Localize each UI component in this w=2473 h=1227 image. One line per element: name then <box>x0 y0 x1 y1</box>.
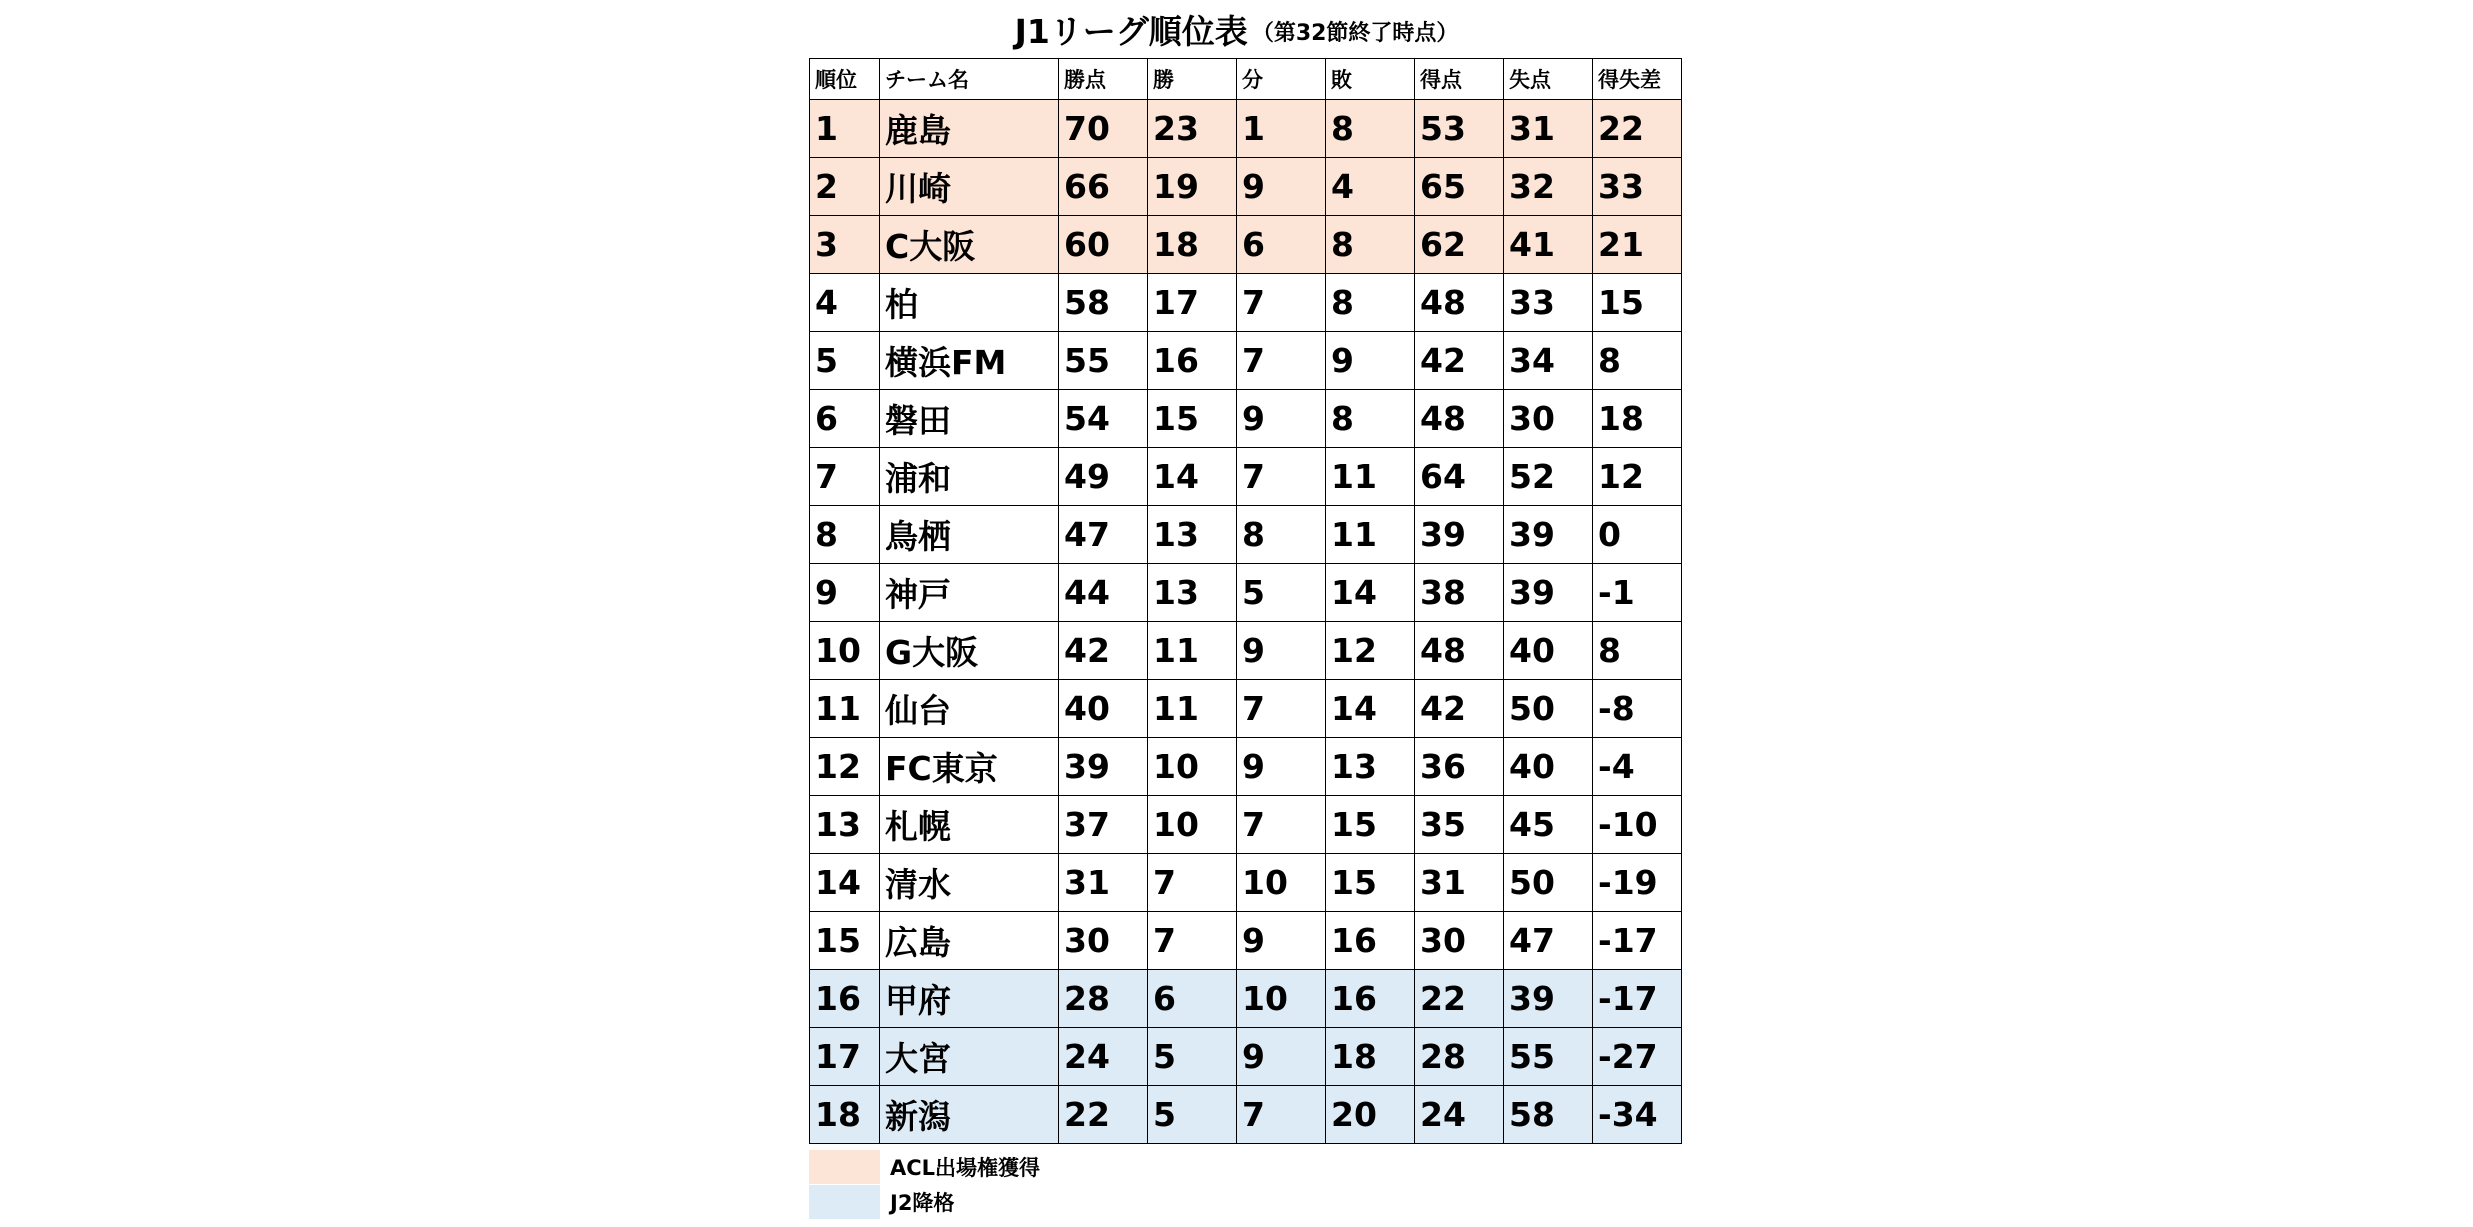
header-row <box>810 59 1682 100</box>
standings-table <box>809 58 1682 1144</box>
goal-diff-cell: -19 <box>1593 854 1682 912</box>
team-cell: 新潟 <box>880 1086 1059 1144</box>
wins-cell: 5 <box>1148 1028 1237 1086</box>
rank-cell: 11 <box>810 680 880 738</box>
goals-for-cell: 39 <box>1415 506 1504 564</box>
losses-cell: 8 <box>1326 390 1415 448</box>
rank-cell: 5 <box>810 332 880 390</box>
goals-against-cell: 33 <box>1504 274 1593 332</box>
table-row <box>810 564 1682 622</box>
wins-cell: 18 <box>1148 216 1237 274</box>
rank-cell: 7 <box>810 448 880 506</box>
goals-for-cell: 64 <box>1415 448 1504 506</box>
wins-cell: 7 <box>1148 912 1237 970</box>
goal-diff-cell: -10 <box>1593 796 1682 854</box>
rank-cell: 4 <box>810 274 880 332</box>
goals-for-cell: 36 <box>1415 738 1504 796</box>
rank-cell: 8 <box>810 506 880 564</box>
points-cell: 55 <box>1059 332 1148 390</box>
header-losses: 敗 <box>1326 59 1415 100</box>
rank-cell: 13 <box>810 796 880 854</box>
goals-for-cell: 42 <box>1415 332 1504 390</box>
team-cell: 横浜FM <box>880 332 1059 390</box>
goal-diff-cell: 22 <box>1593 100 1682 158</box>
header-points: 勝点 <box>1059 59 1148 100</box>
team-cell: 柏 <box>880 274 1059 332</box>
rank-cell: 16 <box>810 970 880 1028</box>
table-row <box>810 216 1682 274</box>
wins-cell: 14 <box>1148 448 1237 506</box>
page-subtitle: （第32節終了時点） <box>1251 21 1459 46</box>
team-cell: 甲府 <box>880 970 1059 1028</box>
goals-for-cell: 28 <box>1415 1028 1504 1086</box>
draws-cell: 7 <box>1237 680 1326 738</box>
wins-cell: 7 <box>1148 854 1237 912</box>
goal-diff-cell: 21 <box>1593 216 1682 274</box>
wins-cell: 13 <box>1148 564 1237 622</box>
goal-diff-cell: 18 <box>1593 390 1682 448</box>
header-goals-against: 失点 <box>1504 59 1593 100</box>
draws-cell: 1 <box>1237 100 1326 158</box>
legend-label: J2降格 <box>890 1191 955 1215</box>
header-goals-for: 得点 <box>1415 59 1504 100</box>
wins-cell: 17 <box>1148 274 1237 332</box>
losses-cell: 8 <box>1326 274 1415 332</box>
goals-against-cell: 32 <box>1504 158 1593 216</box>
draws-cell: 10 <box>1237 970 1326 1028</box>
table-row <box>810 274 1682 332</box>
wins-cell: 5 <box>1148 1086 1237 1144</box>
header-draws: 分 <box>1237 59 1326 100</box>
goals-against-cell: 39 <box>1504 506 1593 564</box>
goal-diff-cell: 8 <box>1593 332 1682 390</box>
points-cell: 28 <box>1059 970 1148 1028</box>
points-cell: 60 <box>1059 216 1148 274</box>
table-body <box>810 100 1682 1144</box>
goal-diff-cell: 0 <box>1593 506 1682 564</box>
goal-diff-cell: -8 <box>1593 680 1682 738</box>
team-cell: 磐田 <box>880 390 1059 448</box>
legend-label: ACL出場権獲得 <box>890 1156 1041 1180</box>
table-row <box>810 738 1682 796</box>
rank-cell: 17 <box>810 1028 880 1086</box>
legend-swatch <box>809 1185 880 1219</box>
header-team: チーム名 <box>880 59 1059 100</box>
losses-cell: 14 <box>1326 564 1415 622</box>
losses-cell: 11 <box>1326 448 1415 506</box>
legend-swatch <box>809 1150 880 1184</box>
table-row <box>810 100 1682 158</box>
header-wins: 勝 <box>1148 59 1237 100</box>
table-row <box>810 332 1682 390</box>
goals-for-cell: 42 <box>1415 680 1504 738</box>
goal-diff-cell: -34 <box>1593 1086 1682 1144</box>
losses-cell: 15 <box>1326 854 1415 912</box>
wins-cell: 11 <box>1148 680 1237 738</box>
rank-cell: 3 <box>810 216 880 274</box>
title-area <box>0 10 2473 54</box>
goals-against-cell: 58 <box>1504 1086 1593 1144</box>
goals-for-cell: 31 <box>1415 854 1504 912</box>
goals-against-cell: 39 <box>1504 970 1593 1028</box>
draws-cell: 7 <box>1237 796 1326 854</box>
goals-against-cell: 45 <box>1504 796 1593 854</box>
points-cell: 70 <box>1059 100 1148 158</box>
goals-for-cell: 65 <box>1415 158 1504 216</box>
draws-cell: 9 <box>1237 390 1326 448</box>
team-cell: 広島 <box>880 912 1059 970</box>
goal-diff-cell: -1 <box>1593 564 1682 622</box>
goals-against-cell: 40 <box>1504 738 1593 796</box>
rank-cell: 2 <box>810 158 880 216</box>
draws-cell: 9 <box>1237 158 1326 216</box>
points-cell: 44 <box>1059 564 1148 622</box>
points-cell: 31 <box>1059 854 1148 912</box>
losses-cell: 11 <box>1326 506 1415 564</box>
table-row <box>810 1086 1682 1144</box>
losses-cell: 8 <box>1326 216 1415 274</box>
table-row <box>810 506 1682 564</box>
draws-cell: 9 <box>1237 1028 1326 1086</box>
goal-diff-cell: -27 <box>1593 1028 1682 1086</box>
rank-cell: 15 <box>810 912 880 970</box>
goals-against-cell: 50 <box>1504 854 1593 912</box>
rank-cell: 1 <box>810 100 880 158</box>
points-cell: 58 <box>1059 274 1148 332</box>
goal-diff-cell: 12 <box>1593 448 1682 506</box>
goals-for-cell: 35 <box>1415 796 1504 854</box>
goal-diff-cell: 8 <box>1593 622 1682 680</box>
draws-cell: 7 <box>1237 448 1326 506</box>
goals-against-cell: 55 <box>1504 1028 1593 1086</box>
goals-for-cell: 53 <box>1415 100 1504 158</box>
losses-cell: 18 <box>1326 1028 1415 1086</box>
goal-diff-cell: 33 <box>1593 158 1682 216</box>
points-cell: 24 <box>1059 1028 1148 1086</box>
losses-cell: 4 <box>1326 158 1415 216</box>
points-cell: 54 <box>1059 390 1148 448</box>
table-row <box>810 796 1682 854</box>
rank-cell: 12 <box>810 738 880 796</box>
goals-against-cell: 40 <box>1504 622 1593 680</box>
goals-for-cell: 48 <box>1415 622 1504 680</box>
team-cell: 鳥栖 <box>880 506 1059 564</box>
points-cell: 47 <box>1059 506 1148 564</box>
draws-cell: 7 <box>1237 332 1326 390</box>
goal-diff-cell: -17 <box>1593 912 1682 970</box>
goal-diff-cell: -4 <box>1593 738 1682 796</box>
goals-for-cell: 24 <box>1415 1086 1504 1144</box>
legend-item-acl <box>809 1150 1209 1184</box>
goals-against-cell: 52 <box>1504 448 1593 506</box>
losses-cell: 9 <box>1326 332 1415 390</box>
wins-cell: 15 <box>1148 390 1237 448</box>
rank-cell: 10 <box>810 622 880 680</box>
draws-cell: 9 <box>1237 738 1326 796</box>
table-row <box>810 390 1682 448</box>
draws-cell: 7 <box>1237 274 1326 332</box>
header-rank: 順位 <box>810 59 880 100</box>
draws-cell: 8 <box>1237 506 1326 564</box>
rank-cell: 18 <box>810 1086 880 1144</box>
points-cell: 37 <box>1059 796 1148 854</box>
wins-cell: 19 <box>1148 158 1237 216</box>
goals-for-cell: 22 <box>1415 970 1504 1028</box>
draws-cell: 5 <box>1237 564 1326 622</box>
draws-cell: 10 <box>1237 854 1326 912</box>
draws-cell: 9 <box>1237 622 1326 680</box>
wins-cell: 10 <box>1148 796 1237 854</box>
losses-cell: 8 <box>1326 100 1415 158</box>
team-cell: 仙台 <box>880 680 1059 738</box>
losses-cell: 15 <box>1326 796 1415 854</box>
goals-for-cell: 48 <box>1415 274 1504 332</box>
draws-cell: 7 <box>1237 1086 1326 1144</box>
goals-against-cell: 31 <box>1504 100 1593 158</box>
team-cell: 清水 <box>880 854 1059 912</box>
goals-against-cell: 34 <box>1504 332 1593 390</box>
table-row <box>810 970 1682 1028</box>
losses-cell: 12 <box>1326 622 1415 680</box>
table-row <box>810 854 1682 912</box>
losses-cell: 14 <box>1326 680 1415 738</box>
goals-against-cell: 50 <box>1504 680 1593 738</box>
header-goal-diff: 得失差 <box>1593 59 1682 100</box>
losses-cell: 13 <box>1326 738 1415 796</box>
team-cell: G大阪 <box>880 622 1059 680</box>
losses-cell: 20 <box>1326 1086 1415 1144</box>
table-row <box>810 1028 1682 1086</box>
team-cell: 大宮 <box>880 1028 1059 1086</box>
points-cell: 66 <box>1059 158 1148 216</box>
points-cell: 22 <box>1059 1086 1148 1144</box>
page-title: J1リーグ順位表 <box>1014 12 1248 51</box>
points-cell: 49 <box>1059 448 1148 506</box>
points-cell: 42 <box>1059 622 1148 680</box>
goals-against-cell: 39 <box>1504 564 1593 622</box>
goals-for-cell: 62 <box>1415 216 1504 274</box>
draws-cell: 6 <box>1237 216 1326 274</box>
team-cell: FC東京 <box>880 738 1059 796</box>
team-cell: C大阪 <box>880 216 1059 274</box>
goals-for-cell: 48 <box>1415 390 1504 448</box>
goals-against-cell: 47 <box>1504 912 1593 970</box>
goal-diff-cell: 15 <box>1593 274 1682 332</box>
team-cell: 浦和 <box>880 448 1059 506</box>
legend-item-relegation <box>809 1185 1209 1219</box>
wins-cell: 11 <box>1148 622 1237 680</box>
table-row <box>810 158 1682 216</box>
rank-cell: 6 <box>810 390 880 448</box>
team-cell: 札幌 <box>880 796 1059 854</box>
table-row <box>810 622 1682 680</box>
draws-cell: 9 <box>1237 912 1326 970</box>
wins-cell: 6 <box>1148 970 1237 1028</box>
table-row <box>810 680 1682 738</box>
wins-cell: 23 <box>1148 100 1237 158</box>
rank-cell: 9 <box>810 564 880 622</box>
goals-against-cell: 41 <box>1504 216 1593 274</box>
wins-cell: 13 <box>1148 506 1237 564</box>
rank-cell: 14 <box>810 854 880 912</box>
team-cell: 鹿島 <box>880 100 1059 158</box>
goal-diff-cell: -17 <box>1593 970 1682 1028</box>
goals-against-cell: 30 <box>1504 390 1593 448</box>
losses-cell: 16 <box>1326 970 1415 1028</box>
wins-cell: 16 <box>1148 332 1237 390</box>
points-cell: 40 <box>1059 680 1148 738</box>
table-row <box>810 912 1682 970</box>
team-cell: 神戸 <box>880 564 1059 622</box>
losses-cell: 16 <box>1326 912 1415 970</box>
points-cell: 30 <box>1059 912 1148 970</box>
goals-for-cell: 30 <box>1415 912 1504 970</box>
wins-cell: 10 <box>1148 738 1237 796</box>
points-cell: 39 <box>1059 738 1148 796</box>
table-row <box>810 448 1682 506</box>
goals-for-cell: 38 <box>1415 564 1504 622</box>
team-cell: 川崎 <box>880 158 1059 216</box>
